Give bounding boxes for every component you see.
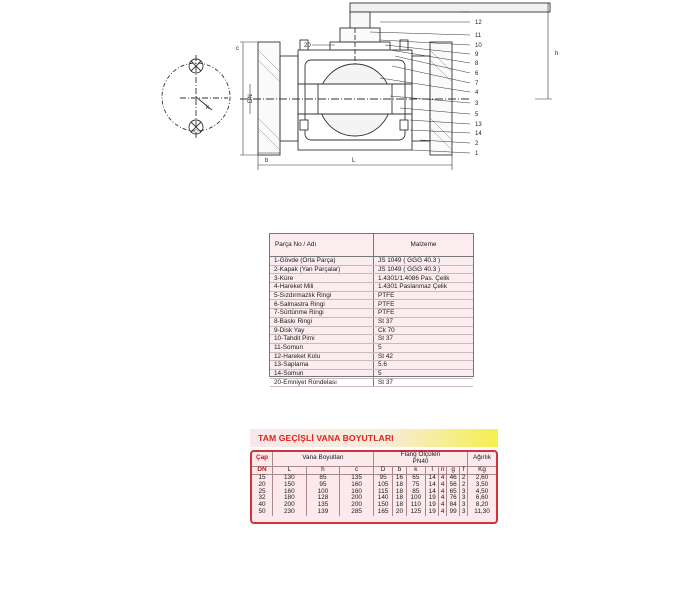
dim-cell: 14 — [426, 482, 439, 489]
parts-table-body — [270, 257, 473, 387]
callout-10: 10 — [475, 43, 482, 49]
dim-subheader-cell: b — [393, 466, 406, 474]
dim-cell: 11,30 — [474, 508, 490, 516]
dim-cell: 18 — [393, 502, 406, 509]
dim-cell: 2 — [460, 482, 468, 489]
part-material-cell: PTFE — [374, 309, 474, 318]
callout-1: 1 — [475, 151, 479, 157]
dim-label-c: c — [236, 46, 239, 52]
callout-2: 2 — [475, 141, 479, 147]
dim-cell: 18 — [393, 495, 406, 502]
dim-subheader-cell: h — [306, 466, 340, 474]
dim-cell: 105 — [373, 482, 392, 489]
dim-label-k: k — [206, 105, 209, 111]
dim-cell: 19 — [426, 502, 439, 509]
dim-cell: 50 — [252, 509, 273, 516]
part-material-cell: St 37 — [374, 378, 474, 387]
dim-cell: 4 — [440, 508, 445, 516]
dim-cell: 150 — [273, 482, 307, 489]
dim-cell: 75 — [406, 482, 425, 489]
dim-cell: 115 — [373, 489, 392, 496]
part-name-cell: 4-Hareket Mili — [270, 283, 374, 292]
dim-cell: 16 — [393, 474, 406, 481]
dim-cell: 95 — [373, 474, 392, 481]
dim-cell: 3 — [460, 495, 468, 502]
dim-cell: 2,60 — [475, 473, 489, 481]
dim-table-body — [252, 474, 496, 516]
dim-cell: 4 — [440, 480, 445, 488]
parts-row — [270, 378, 473, 387]
dim-cell: 160 — [340, 489, 374, 496]
dim-header-vana: Vana Boyutları — [273, 452, 374, 466]
parts-row — [270, 343, 473, 352]
part-name-cell: 7-Sürtünme Ringi — [270, 309, 374, 318]
dim-cell: 65 — [406, 474, 425, 481]
left-flange — [258, 42, 298, 155]
dim-header-pn: PN40 — [412, 457, 429, 465]
dim-cell: 3 — [460, 502, 468, 509]
dim-cell: 165 — [373, 509, 392, 516]
parts-row — [270, 369, 473, 378]
dim-cell: 15 — [252, 474, 273, 481]
parts-material-table — [269, 233, 474, 386]
dim-cell: 14 — [426, 474, 439, 481]
callout-13: 13 — [475, 122, 482, 128]
dim-cell: 160 — [273, 489, 307, 496]
dim-cell: 18 — [393, 489, 406, 496]
dim-cell: 110 — [406, 502, 425, 509]
dim-label-DN: DN — [248, 94, 254, 103]
dim-subheader-cell: L — [273, 466, 307, 474]
parts-row — [270, 265, 473, 274]
dim-cell: 99 — [446, 509, 459, 516]
dim-header-agirlik: Ağırlık — [468, 452, 497, 466]
dim-cell: 4,50 — [475, 487, 489, 495]
dim-cell: 4 — [440, 473, 445, 481]
callout-9: 9 — [475, 52, 479, 58]
part-name-cell: 2-Kapak (Yan Parçalar) — [270, 265, 374, 274]
dim-cell: 95 — [306, 482, 340, 489]
part-material-cell: St 42 — [374, 352, 474, 361]
dim-cell: 6,60 — [475, 494, 489, 502]
dim-cell: 18 — [393, 482, 406, 489]
part-material-cell: PTFE — [374, 300, 474, 309]
parts-row — [270, 335, 473, 344]
dim-cell: 85 — [406, 489, 425, 496]
dim-cell: 135 — [306, 502, 340, 509]
dim-cell: 180 — [273, 495, 307, 502]
part-name-cell: 14-Somun — [270, 369, 374, 378]
flange-side-view — [162, 55, 230, 140]
dim-cell: 20 — [393, 509, 406, 516]
dim-cell: 135 — [340, 474, 374, 481]
dim-cell: 19 — [426, 509, 439, 516]
handle-lever — [350, 3, 550, 28]
dim-subheader-cell: f — [460, 466, 468, 474]
dim-cell: 128 — [306, 495, 340, 502]
callout-3: 3 — [475, 101, 479, 107]
callout-14: 14 — [475, 131, 482, 137]
callout-11: 11 — [475, 33, 482, 39]
part-name-cell: 9-Disk Yay — [270, 326, 374, 335]
dim-cell: 125 — [406, 509, 425, 516]
part-name-cell: 10-Tahdit Pimi — [270, 335, 374, 344]
parts-row — [270, 300, 473, 309]
dim-subheader-cell: c — [340, 466, 374, 474]
part-name-cell: 8-Baskı Ringi — [270, 317, 374, 326]
parts-header-part: Parça No / Adı — [270, 234, 374, 257]
parts-header-material: Malzeme — [374, 234, 474, 257]
dim-cell: 65 — [446, 489, 459, 496]
callout-7: 7 — [475, 81, 479, 87]
callout-8: 8 — [475, 61, 479, 67]
parts-row — [270, 274, 473, 283]
dim-cell: 46 — [446, 474, 459, 481]
part-material-cell: St 37 — [374, 317, 474, 326]
dim-cell: 76 — [446, 495, 459, 502]
part-name-cell: 20-Emniyet Rondelası — [270, 378, 374, 387]
dim-cell: 160 — [340, 482, 374, 489]
dim-cell: 19 — [426, 495, 439, 502]
dim-subheader-cell: n — [440, 465, 445, 473]
part-material-cell: JS 1049 ( GGG 40.3 ) — [374, 265, 474, 274]
part-material-cell: 5 — [374, 343, 474, 352]
callout-20: 20 — [304, 43, 311, 49]
dim-subheader-cell: Kg — [468, 466, 497, 474]
part-name-cell: 5-Sızdırmazlık Ringi — [270, 291, 374, 300]
callout-4: 4 — [475, 90, 479, 96]
dim-cell: 100 — [406, 495, 425, 502]
valve-technical-drawing — [0, 0, 681, 180]
parts-row — [270, 326, 473, 335]
callout-6: 6 — [475, 71, 479, 77]
dim-cell: 4 — [440, 487, 445, 495]
dim-cell: 200 — [273, 502, 307, 509]
dim-subheader-cell: g — [446, 466, 459, 474]
dim-cell: 84 — [446, 502, 459, 509]
dim-cell: 3 — [460, 509, 468, 516]
parts-row — [270, 352, 473, 361]
dim-header-flang — [373, 452, 467, 466]
dim-cell: 285 — [340, 509, 374, 516]
dim-label-h: h — [555, 51, 559, 57]
dim-cell: 150 — [373, 502, 392, 509]
dim-subheader-cell: DN — [252, 466, 273, 474]
dim-cell: 230 — [273, 509, 307, 516]
part-material-cell: PTFE — [374, 291, 474, 300]
dim-label-b: b — [265, 158, 269, 164]
dim-cell: 200 — [340, 495, 374, 502]
dimensions-title: TAM GEÇİŞLİ VANA BOYUTLARI — [258, 433, 394, 443]
dim-row — [252, 509, 496, 516]
dim-header-flang-label: Flang Ölçüleri — [400, 451, 441, 458]
dim-cell: 140 — [373, 495, 392, 502]
dim-cell: 4 — [440, 501, 445, 509]
part-name-cell: 11-Somun — [270, 343, 374, 352]
dim-cell: 85 — [306, 474, 340, 481]
dim-subheader-cell: D — [373, 466, 392, 474]
part-material-cell: St 37 — [374, 335, 474, 344]
part-material-cell: Ck 70 — [374, 326, 474, 335]
dim-cell: 100 — [306, 489, 340, 496]
parts-row — [270, 309, 473, 318]
dim-cell: 2 — [460, 474, 468, 481]
dim-header-cap: Çap — [252, 452, 273, 466]
dim-subheader-cell: k — [406, 466, 425, 474]
dim-cell: 25 — [252, 489, 273, 496]
dimension-lines — [240, 3, 552, 170]
parts-row — [270, 283, 473, 292]
part-name-cell: 1-Gövde (Orta Parça) — [270, 257, 374, 266]
part-material-cell: JS 1049 ( GGG 40.3 ) — [374, 257, 474, 266]
part-material-cell: 1.4301 Paslanmaz Çelik — [374, 283, 474, 292]
part-name-cell: 6-Salmastra Ringi — [270, 300, 374, 309]
parts-row — [270, 291, 473, 300]
dim-label-L: L — [352, 158, 356, 164]
callout-12: 12 — [475, 20, 482, 26]
dim-cell: 4 — [440, 494, 445, 502]
dimensions-title-banner — [250, 429, 498, 447]
dim-cell: 200 — [340, 502, 374, 509]
dim-cell: 40 — [252, 502, 273, 509]
dim-cell: 3 — [460, 489, 468, 496]
dim-cell: 3,50 — [475, 480, 489, 488]
callout-5: 5 — [475, 112, 479, 118]
dim-cell: 14 — [426, 489, 439, 496]
part-name-cell: 3-Küre — [270, 274, 374, 283]
part-name-cell: 13-Saplama — [270, 361, 374, 370]
parts-row — [270, 317, 473, 326]
dim-cell: 20 — [252, 482, 273, 489]
dim-cell: 139 — [306, 509, 340, 516]
parts-row — [270, 257, 473, 266]
part-name-cell: 12-Hareket Kolu — [270, 352, 374, 361]
part-material-cell: 1.4301/1.4086 Pas. Çelik — [374, 274, 474, 283]
dim-cell: 56 — [446, 482, 459, 489]
dim-cell: 8,20 — [475, 501, 489, 509]
dimensions-table — [250, 450, 498, 524]
part-material-cell: 5.6 — [374, 361, 474, 370]
dim-cell: 32 — [252, 495, 273, 502]
parts-row — [270, 361, 473, 370]
dim-subheader-cell: l — [426, 466, 439, 474]
part-material-cell: 5 — [374, 369, 474, 378]
dim-cell: 130 — [273, 474, 307, 481]
